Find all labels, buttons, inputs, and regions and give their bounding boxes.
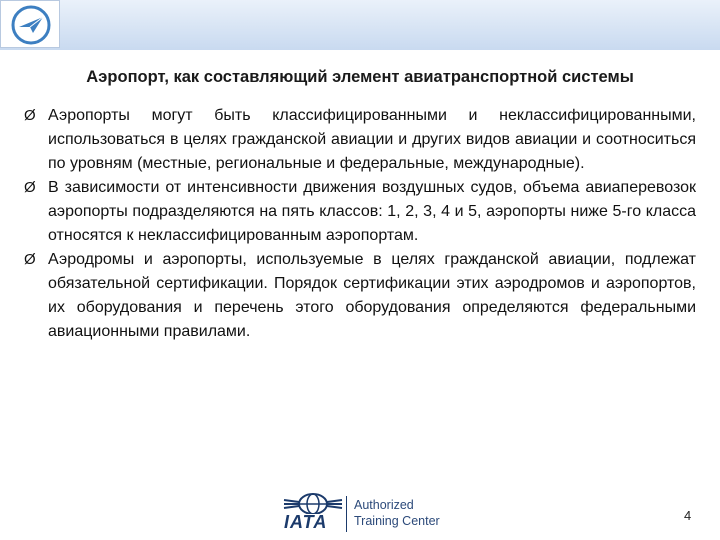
logo-line-authorized: Authorized [354, 498, 414, 512]
arrow-bullet-icon: Ø [24, 251, 36, 268]
list-item [20, 104, 696, 176]
logo-line-training-center: Training Center [354, 514, 440, 528]
page-number: 4 [684, 508, 692, 523]
corner-logo [0, 0, 60, 48]
logo-divider [346, 496, 347, 532]
iata-logo [282, 492, 452, 536]
list-item [20, 248, 696, 344]
globe-icon [282, 492, 344, 514]
iata-wordmark: IATA [284, 512, 328, 532]
arrow-bullet-icon: Ø [24, 179, 36, 196]
bullet-text: В зависимости от интенсивности движения воздушных судов, объема авиаперевозок аэропорты подразделяются на пять классов: 1, 2, 3, 4 и 5, аэропорты ниже 5-го класса относятся к неклассифицированным аэропортам. [48, 179, 696, 244]
slide-title: Аэропорт, как составляющий элемент авиатранспортной системы [86, 68, 634, 86]
paper-plane-icon [5, 3, 57, 47]
bullet-text: Аэродромы и аэропорты, используемые в целях гражданской авиации, подлежат обязательной сертификации. Порядок сертификации этих аэродромов и аэропортов, их оборудования и перечень этого оборудования определяются федеральными авиационными правилами. [48, 251, 696, 340]
arrow-bullet-icon: Ø [24, 107, 36, 124]
bullet-text: Аэропорты могут быть классифицированными и неклассифицированными, использоваться в целях гражданской авиации и других видов авиации и соотноситься по уровням (местные, региональные и федеральные, международные). [48, 107, 696, 172]
top-band [0, 0, 720, 50]
bullet-list [20, 104, 696, 344]
list-item [20, 176, 696, 248]
